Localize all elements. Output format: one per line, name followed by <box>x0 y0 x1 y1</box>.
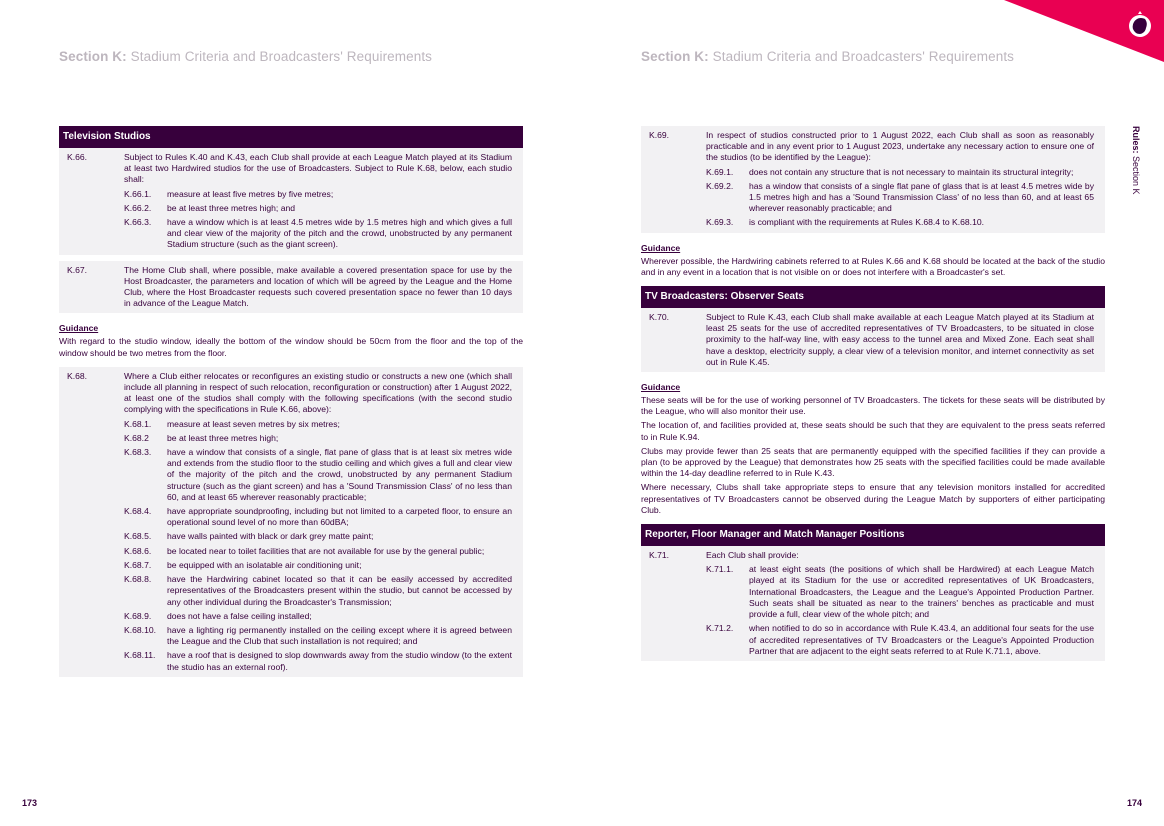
sub-rule <box>124 217 512 251</box>
sub-text: be equipped with an isolatable air conditioning unit; <box>167 559 362 570</box>
sub-rule <box>124 203 512 214</box>
sub-number: K.68.1. <box>124 418 152 429</box>
sub-rule <box>124 546 512 557</box>
rule-text: Subject to Rules K.40 and K.43, each Club shall provide at each League Match played at its Stadium at least two Hardwired studios for the use of Broadcasters. Subject to Rule K.68, below, each studio shall: <box>124 152 512 185</box>
rule-k68 <box>59 367 523 677</box>
page-number-left: 173 <box>22 798 38 808</box>
guidance-title: Guidance <box>641 382 681 393</box>
sub-rule <box>124 574 512 608</box>
section-prefix: Section K: <box>59 49 127 64</box>
sub-text: have the Hardwiring cabinet located so that it can be easily accessed by accredited representatives of the Broadcasters present within the studio, but cannot be accessed by any other individual during the Broadcaster's Transmission; <box>167 574 512 607</box>
sub-text: does not contain any structure that is not necessary to maintain its structural integrity; <box>749 166 1074 177</box>
sub-number: K.66.3. <box>124 217 152 228</box>
right-column <box>641 126 1105 661</box>
rule-text: Each Club shall provide: <box>706 550 799 561</box>
sub-text: have a roof that is designed to slop downwards away from the studio window (to the extent the studio has an external roof). <box>167 650 512 672</box>
guidance-paragraph: These seats will be for the use of working personnel of TV Broadcasters. The tickets for these seats will be distributed by the League, who will also monitor their use. <box>641 395 1105 417</box>
rule-k70 <box>641 308 1105 372</box>
guidance-paragraph: The location of, and facilities provided at, these seats should be such that they are equivalent to the press seats referred to in Rule K.94. <box>641 420 1105 442</box>
sub-text: has a window that consists of a single flat pane of glass that is at least 4.5 metres wide by 1.5 metres high and has a 'Sound Transmission Class' of no less than 60, and at least 65 wherever reasonably practicable; and <box>749 180 1094 214</box>
sub-number: K.68.5. <box>124 531 152 542</box>
section-name: Stadium Criteria and Broadcasters' Requirements <box>712 49 1015 64</box>
sub-rule <box>706 217 1094 228</box>
sub-number: K.71.2. <box>706 623 734 634</box>
sub-rule <box>124 531 512 542</box>
sub-text: does not have a false ceiling installed; <box>167 610 312 621</box>
sub-number: K.69.3. <box>706 217 734 228</box>
sub-number: K.68.2 <box>124 432 149 443</box>
left-column <box>59 126 523 677</box>
rule-number: K.68. <box>67 370 88 381</box>
rule-k66 <box>59 148 523 255</box>
rule-text: Subject to Rule K.43, each Club shall make available at each League Match played at its Stadium at least 25 seats for the use of accredited representatives of TV Broadcasters, to be situated in close proximity to the half-way line, with easy access to the tunnel area and Mixed Zone. Each seat shall have a desktop, electricity supply, a clear view of a television monitor, and internet connectivity as set out in Rule K.45. <box>706 312 1094 367</box>
sub-rule <box>124 419 512 430</box>
side-tab-bold: Rules: <box>1131 126 1141 154</box>
sub-rule <box>124 189 512 200</box>
sub-text: be located near to toilet facilities that are not available for use by the general public; <box>167 545 485 556</box>
sub-text: at least eight seats (the positions of which shall be Hardwired) at each League Match played at its Stadium for the use or accredited representatives of UK Broadcasters, International Broadcasters, the League and the League's Appointed Production Partner. Such seats shall be situated as near to the trainers' benches as practicable and must provide a full, clear view of the whole pitch; and <box>749 564 1094 620</box>
rule-k71 <box>641 546 1105 661</box>
sub-number: K.68.11. <box>124 650 156 661</box>
sub-rule <box>124 625 512 647</box>
sub-rule <box>124 506 512 528</box>
rule-text: The Home Club shall, where possible, make available a covered presentation space for use by the Host Broadcaster, the parameters and location of which will be agreed by the League and the Home Club, where the Host Broadcaster requests such covered presentation space no fewer than 10 days in advance of the League Match. <box>124 264 512 309</box>
guidance-title: Guidance <box>59 323 99 334</box>
sub-rule <box>706 167 1094 178</box>
sub-number: K.66.2. <box>124 202 152 213</box>
sub-text: have walls painted with black or dark grey matte paint; <box>167 531 374 542</box>
sub-number: K.71.1. <box>706 564 734 575</box>
observer-seats-heading: TV Broadcasters: Observer Seats <box>641 286 1105 308</box>
television-studios-heading: Television Studios <box>59 126 523 148</box>
right-page <box>582 0 1164 826</box>
sub-text: measure at least seven metres by six metres; <box>167 418 340 429</box>
rule-number: K.69. <box>649 130 670 140</box>
guidance-paragraph: Clubs may provide fewer than 25 seats that are permanently equipped with the specified facilities if they can provide a plan (to be approved by the League) that demonstrates how 25 seats with the specified facilities could be made available within the 14-day deadline referred to in Rule K.43. <box>641 445 1105 479</box>
rule-number: K.67. <box>67 264 88 275</box>
sub-number: K.68.9. <box>124 610 152 621</box>
sub-text: have a window that consists of a single, flat pane of glass that is at least six metres wide and extends from the studio floor to the studio ceiling and which gives a full and clear view of the majority of the pitch and the crowd, unobstructed by any permanent Stadium structure (such as the giant screen) and has a 'Sound Transmission Class' of no less than 60, and at least 65 wherever reasonably practicable; <box>167 447 512 502</box>
sub-number: K.68.3. <box>124 447 152 458</box>
sub-number: K.69.2. <box>706 180 734 191</box>
sub-text: when notified to do so in accordance with Rule K.43.4, an additional four seats for the use of accredited representatives of TV Broadcasters or the League's Appointed Production Partner that are adjacent to the eight seats referred to at Rule K.71.1, above. <box>749 623 1094 656</box>
sub-text: have a window which is at least 4.5 metres wide by 1.5 metres high and which gives a full and clear view of the majority of the pitch and the crowd, unobstructed by any permanent Stadium structure (such as the giant screen). <box>167 217 512 250</box>
rule-text: Where a Club either relocates or reconfigures an existing studio or constructs a new one (which shall include all planning in respect of such relocation, reconfiguration or construction) after 1 August 2022, at least one of the studios shall comply with the following specifications (with the second studio complying with the specifications in Rule K.66, above): <box>124 370 512 415</box>
rule-number: K.66. <box>67 152 88 162</box>
rule-k69 <box>641 126 1105 233</box>
section-prefix: Section K: <box>641 49 709 64</box>
sub-text: measure at least five metres by five metres; <box>167 188 334 199</box>
reporter-positions-heading: Reporter, Floor Manager and Match Manager Positions <box>641 524 1105 546</box>
left-section-title <box>59 49 432 64</box>
sub-number: K.68.4. <box>124 506 152 517</box>
sub-number: K.69.1. <box>706 166 734 177</box>
sub-number: K.68.8. <box>124 574 152 585</box>
guidance-title: Guidance <box>641 242 681 253</box>
guidance-text: Wherever possible, the Hardwiring cabinets referred to at Rules K.66 and K.68 should be located at the back of the studio and in any event in a location that is not visible on or does not interfere with a Broadcaster's set. <box>641 255 1105 277</box>
sub-rule <box>706 623 1094 657</box>
side-tab-rest: Section K <box>1131 156 1141 195</box>
sub-text: have a lighting rig permanently installed on the ceiling except where it is agreed between the League and the Club that such installation is not required; and <box>167 624 512 647</box>
sub-rule <box>124 611 512 622</box>
rule-number: K.70. <box>649 312 670 323</box>
sub-text: be at least three metres high; and <box>167 202 296 213</box>
sub-rule <box>124 560 512 571</box>
rule-k67 <box>59 261 523 314</box>
section-name: Stadium Criteria and Broadcasters' Requirements <box>130 49 433 64</box>
sub-rule <box>124 447 512 503</box>
sub-text: have appropriate soundproofing, including but not limited to a carpeted floor, to ensure an operational sound level of no more than 60dBA; <box>167 506 512 528</box>
page-number-right: 174 <box>1126 798 1142 808</box>
sub-number: K.68.6. <box>124 545 152 556</box>
sub-number: K.68.10. <box>124 624 157 635</box>
rule-number: K.71. <box>649 550 670 561</box>
sub-rule <box>706 181 1094 215</box>
sub-number: K.66.1. <box>124 188 152 199</box>
sub-text: is compliant with the requirements at Rules K.68.4 to K.68.10. <box>749 217 985 228</box>
sub-text: be at least three metres high; <box>167 432 279 443</box>
sub-rule <box>706 564 1094 620</box>
guidance-paragraph: Where necessary, Clubs shall take appropriate steps to ensure that any television monitors installed for accredited representatives of TV Broadcasters cannot be observed during the League Match by supporters of either participating Club. <box>641 482 1105 515</box>
right-section-title <box>641 49 1014 64</box>
sub-number: K.68.7. <box>124 559 152 570</box>
sub-rule <box>124 433 512 444</box>
sub-rule <box>124 650 512 672</box>
rule-text: In respect of studios constructed prior to 1 August 2022, each Club shall as soon as reasonably practicable and in any event prior to 1 August 2023, undertake any necessary action to ensure one of the studios (to be identified by the League): <box>706 130 1094 163</box>
guidance-text: With regard to the studio window, ideally the bottom of the window should be 50cm from the floor and the top of the window should be two metres from the floor. <box>59 336 523 358</box>
